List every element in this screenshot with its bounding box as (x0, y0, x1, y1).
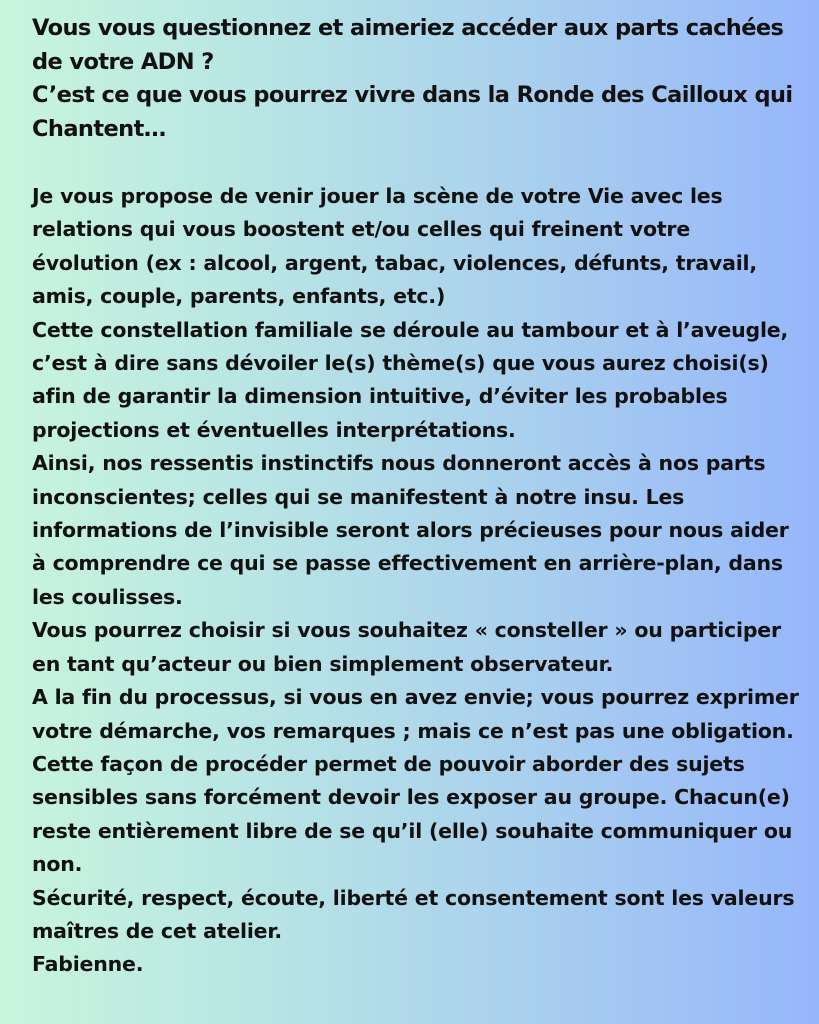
paragraph-values: Sécurité, respect, écoute, liberté et consentement sont les valeurs maîtres de cet atelier. (32, 885, 795, 943)
paragraph-choice: Vous pourrez choisir si vous souhaitez « consteller » ou participer en tant qu’acteur ou bien simplement observateur. (32, 618, 781, 676)
header (32, 12, 803, 146)
paragraph-process-end: A la fin du processus, si vous en avez envie; vous pourrez exprimer votre démarche, vos remarques ; mais ce n’est pas une obligation. Cette façon de procéder permet de pouvoir aborder des sujets sensibles sans forcément devoir les exposer au groupe. Chacun(e) reste entièrement libre de se qu’il (elle) souhaite communiquer ou non. (32, 685, 799, 877)
paragraph-ressentis: Ainsi, nos ressentis instinctifs nous donneront accès à nos parts inconscientes; celles qui se manifestent à notre insu. Les informations de l’invisible seront alors précieuses pour nous aider à comprendre ce qui se passe effectivement en arrière-plan, dans les coulisses. (32, 451, 789, 609)
heading-question: Vous vous questionnez et aimeriez accéder aux parts cachées de votre ADN ? (32, 15, 784, 75)
paragraph-proposal: Je vous propose de venir jouer la scène de votre Vie avec les relations qui vous boostent et/ou celles qui freinent votre évolution (ex : alcool, argent, tabac, violences, défunts, travail, amis, couple, parents, enfants, etc.) (32, 184, 757, 309)
body-text (32, 180, 803, 982)
paragraph-constellation: Cette constellation familiale se déroule au tambour et à l’aveugle, c’est à dire sans dévoiler le(s) thème(s) que vous aurez choisi(s) afin de garantir la dimension intuitive, d’éviter les probables projections et éventuelles interprétations. (32, 317, 789, 442)
signature: Fabienne. (32, 952, 144, 977)
heading-invitation: C’est ce que vous pourrez vivre dans la Ronde des Cailloux qui Chantent… (32, 82, 793, 142)
